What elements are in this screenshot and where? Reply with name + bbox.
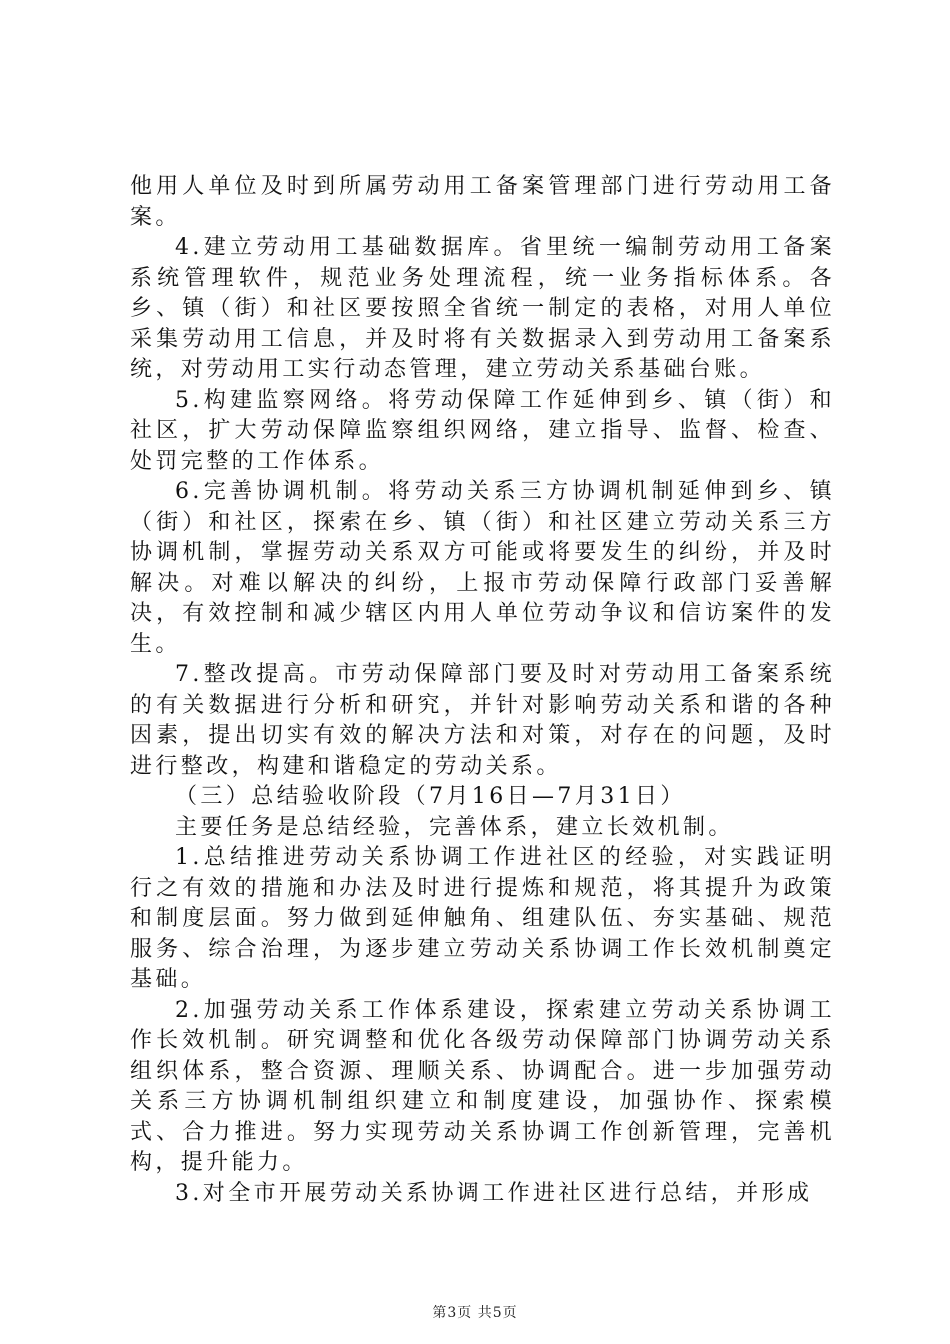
paragraph: 3.对全市开展劳动关系协调工作进社区进行总结，并形成: [175, 1180, 813, 1206]
paragraph: 5.构建监察网络。将劳动保障工作延伸到乡、镇（街）和社区，扩大劳动保障监察组织网络，建立指导、监督、检查、处罚完整的工作体系。: [130, 387, 835, 474]
paragraph: 他用人单位及时到所属劳动用工备案管理部门进行劳动用工备案。: [130, 174, 835, 230]
document-body: [130, 172, 835, 1209]
paragraph: 1.总结推进劳动关系协调工作进社区的经验，对实践证明行之有效的措施和办法及时进行提炼和规范，将其提升为政策和制度层面。努力做到延伸触角、组建队伍、夯实基础、规范服务、综合治理，为逐步建立劳动关系协调工作长效机制奠定基础。: [130, 845, 835, 992]
section-heading: （三）总结验收阶段（7月16日—7月31日）: [175, 784, 686, 809]
paragraph: 主要任务是总结经验，完善体系，建立长效机制。: [175, 814, 734, 840]
page-number-footer: 第3页 共5页: [432, 1305, 518, 1321]
paragraph: 7.整改提高。市劳动保障部门要及时对劳动用工备案系统的有关数据进行分析和研究，并针对影响劳动关系和谐的各种因素，提出切实有效的解决方法和对策，对存在的问题，及时进行整改，构建和谐稳定的劳动关系。: [130, 662, 835, 779]
paragraph: 6.完善协调机制。将劳动关系三方协调机制延伸到乡、镇（街）和社区，探索在乡、镇（街）和社区建立劳动关系三方协调机制，掌握劳动关系双方可能或将要发生的纠纷，并及时解决。对难以解决的纠纷，上报市劳动保障行政部门妥善解决，有效控制和减少辖区内用人单位劳动争议和信访案件的发生。: [130, 479, 835, 657]
paragraph: 4.建立劳动用工基础数据库。省里统一编制劳动用工备案系统管理软件，规范业务处理流程，统一业务指标体系。各乡、镇（街）和社区要按照全省统一制定的表格，对用人单位采集劳动用工信息，并及时将有关数据录入到劳动用工备案系统，对劳动用工实行动态管理，建立劳动关系基础台账。: [130, 235, 835, 382]
paragraph: 2.加强劳动关系工作体系建设，探索建立劳动关系协调工作长效机制。研究调整和优化各级劳动保障部门协调劳动关系组织体系，整合资源、理顺关系、协调配合。进一步加强劳动关系三方协调机制组织建立和制度建设，加强协作、探索模式、合力推进。努力实现劳动关系协调工作创新管理，完善机构，提升能力。: [130, 997, 835, 1175]
